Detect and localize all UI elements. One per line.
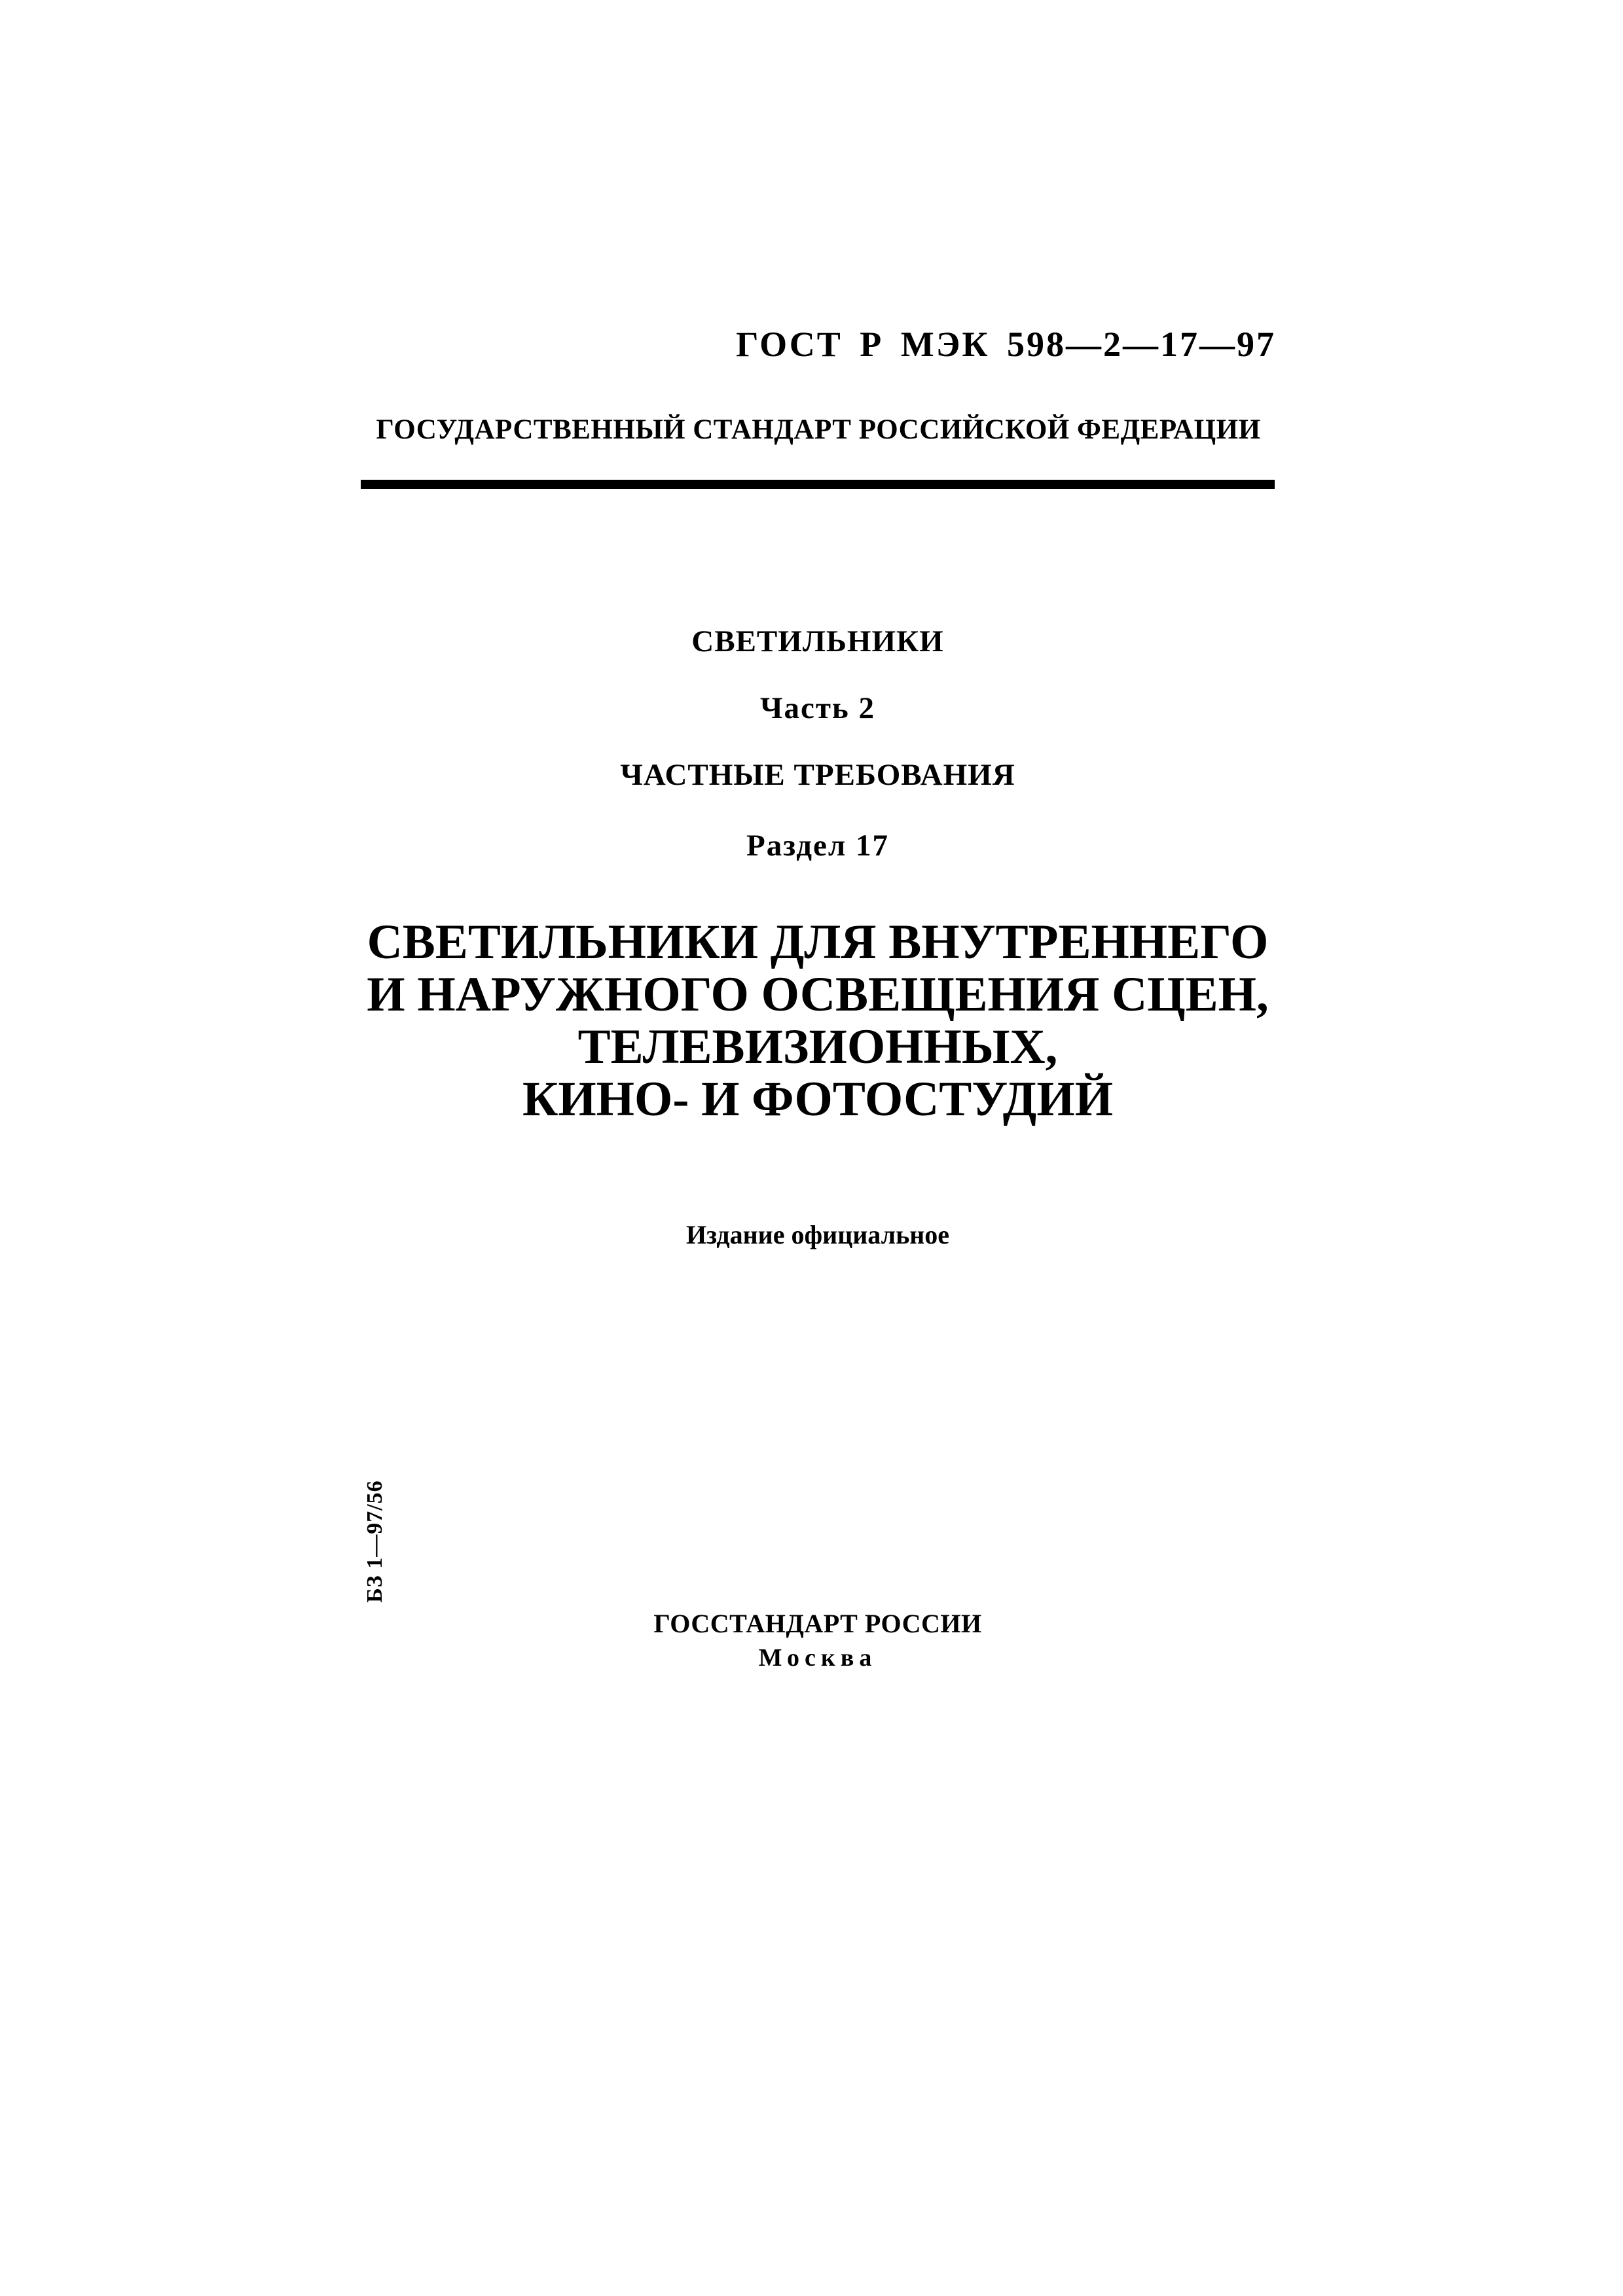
main-title-line: КИНО- И ФОТОСТУДИЙ	[522, 1072, 1114, 1126]
main-title	[361, 916, 1275, 1126]
main-title-line: СВЕТИЛЬНИКИ ДЛЯ ВНУТРЕННЕГО	[367, 915, 1269, 969]
publisher-name: ГОССТАНДАРТ РОССИИ	[653, 1609, 982, 1638]
publisher-city: Москва	[758, 1644, 877, 1672]
side-registration-code-text: БЗ 1—97/56	[363, 1480, 387, 1603]
section-label: Раздел 17	[746, 829, 889, 863]
edition-label: Издание официальное	[685, 1220, 950, 1249]
part-label: Часть 2	[759, 691, 876, 725]
standard-heading: ГОСУДАРСТВЕННЫЙ СТАНДАРТ РОССИЙСКОЙ ФЕДЕРАЦИИ	[376, 414, 1261, 445]
title-luminaires: СВЕТИЛЬНИКИ	[691, 624, 944, 658]
private-requirements-label: ЧАСТНЫЕ ТРЕБОВАНИЯ	[620, 758, 1015, 792]
document-code: ГОСТ Р МЭК 598—2—17—97	[736, 325, 1276, 364]
main-title-line: И НАРУЖНОГО ОСВЕЩЕНИЯ СЦЕН,	[367, 967, 1269, 1022]
heading-rule	[361, 480, 1275, 489]
main-title-line: ТЕЛЕВИЗИОННЫХ,	[577, 1020, 1058, 1074]
